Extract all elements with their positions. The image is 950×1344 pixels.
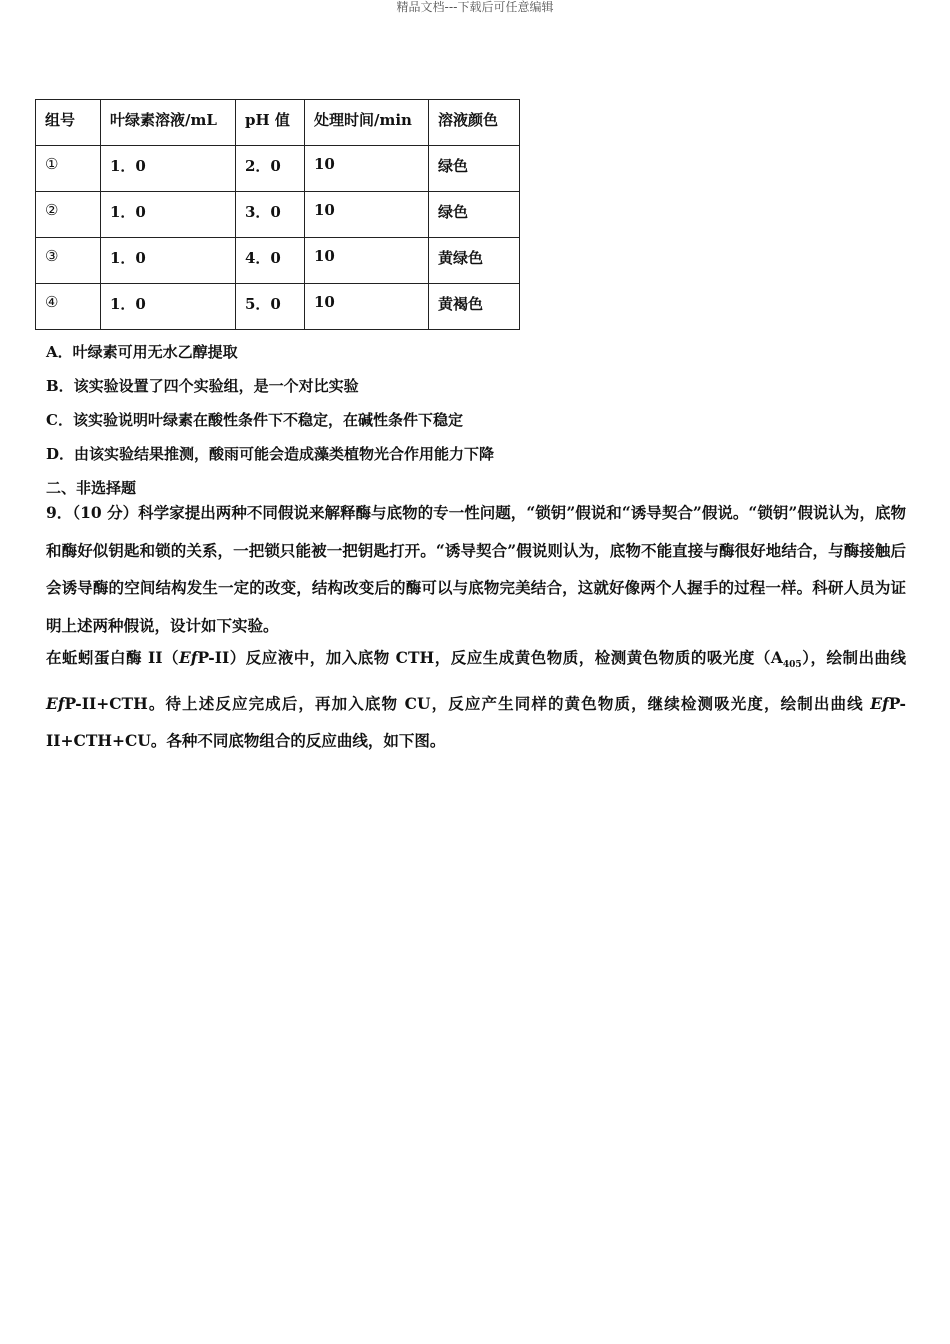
table-cell: 绿色 [429,146,520,192]
option-b: B．该实验设置了四个实验组，是一个对比实验 [46,377,359,395]
text-span: ），绘制出曲线 [801,648,906,667]
table-cell: 1．0 [101,284,236,330]
text-span: 在蚯蚓蛋白酶 II（ [46,648,179,667]
enzyme-abbrev: Ef [178,648,198,667]
header-color: 溶液颜色 [429,100,520,146]
text-span: P-II+CTH+CU。各种不同底物组合的反应曲线，如下图。 [46,693,906,751]
table-cell: 黄褐色 [429,284,520,330]
table-cell: 3．0 [236,192,305,238]
option-c: C．该实验说明叶绿素在酸性条件下不稳定，在碱性条件下稳定 [46,411,463,429]
experiment-table [35,99,520,330]
question-9-intro: 9．（10 分）科学家提出两种不同假说来解释酶与底物的专一性问题，“锁钥”假说和“诱导契合”假说。“锁钥”假说认为，底物和酶好似钥匙和锁的关系，一把锁只能被一把钥匙打开。“诱导契合”假说则认为，底物不能直接与酶很好地结合，与酶接触后会诱导酶的空间结构发生一定的改变，结构改变后的酶可以与底物完美结合，这就好像两个人握手的过程一样。科研人员为证明上述两种假说，设计如下实验。 [46,503,906,635]
table-cell: ② [36,192,101,238]
table-cell: 黄绿色 [429,238,520,284]
text-span: P-II+CTH。待上述反应完成后，再加入底物 CU，反应产生同样的黄色物质，继续检测吸光度，绘制出曲线 [64,693,871,713]
table-cell: 10 [305,238,429,284]
table-cell: 4．0 [236,238,305,284]
enzyme-abbrev: Ef [870,693,889,713]
page-header: 精品文档---下载后可任意编辑 [396,0,554,14]
table-header-row [36,100,520,146]
option-a: A．叶绿素可用无水乙醇提取 [46,343,238,361]
table-cell: 2．0 [236,146,305,192]
question-9-experiment [46,639,906,760]
text-span: P-II）反应液中，加入底物 CTH，反应生成黄色物质，检测黄色物质的吸光度（A [197,648,783,667]
table-cell: 10 [305,284,429,330]
table-cell: 1．0 [101,146,236,192]
table-row [36,146,520,192]
table-row [36,238,520,284]
table-cell: ① [36,146,101,192]
header-ph: pH 值 [236,100,305,146]
enzyme-abbrev: Ef [46,693,65,713]
header-chlorophyll: 叶绿素溶液/mL [101,100,236,146]
table-row [36,284,520,330]
section-title: 二、非选择题 [46,479,137,497]
table-cell: 5．0 [236,284,305,330]
header-group: 组号 [36,100,101,146]
table-row [36,192,520,238]
table-cell: 10 [305,192,429,238]
table-cell: ④ [36,284,101,330]
table-cell: 1．0 [101,192,236,238]
table-cell: 绿色 [429,192,520,238]
table-cell: ③ [36,238,101,284]
wavelength-subscript: 405 [782,660,802,671]
table-cell: 10 [305,146,429,192]
option-d: D．由该实验结果推测，酸雨可能会造成藻类植物光合作用能力下降 [46,445,495,463]
header-time: 处理时间/min [305,100,429,146]
table-cell: 1．0 [101,238,236,284]
